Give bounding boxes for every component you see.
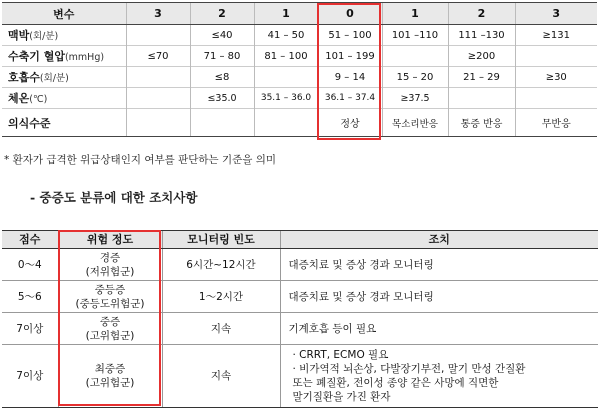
vitals-cell: 81 – 100 xyxy=(254,46,318,67)
vitals-cell: 101 – 199 xyxy=(318,46,382,67)
monitoring-cell: 6시간~12시간 xyxy=(162,249,280,281)
vitals-cell xyxy=(254,67,318,88)
header-score: 점수 xyxy=(2,231,58,249)
monitoring-cell: 1～2시간 xyxy=(162,281,280,313)
row-label: 수축기 혈압(mmHg) xyxy=(2,46,126,67)
vitals-cell: 정상 xyxy=(318,109,382,137)
vitals-cell xyxy=(126,67,190,88)
vitals-cell: 통증 반응 xyxy=(448,109,515,137)
row-label: 호흡수(회/분) xyxy=(2,67,126,88)
header-score: 2 xyxy=(448,3,515,25)
vitals-cell: ≤35.0 xyxy=(190,88,254,109)
normal-column-highlight xyxy=(317,3,381,140)
action-cell: 대증치료 및 증상 경과 모니터링 xyxy=(280,281,598,313)
vitals-cell: 71 – 80 xyxy=(190,46,254,67)
action-line: · CRRT, ECMO 필요 xyxy=(292,349,389,361)
vitals-cell xyxy=(254,109,318,137)
vitals-row-pulse xyxy=(2,25,597,46)
vitals-header-row xyxy=(2,3,597,25)
vitals-cell: 41 – 50 xyxy=(254,25,318,46)
vitals-row-systolic-bp xyxy=(2,46,597,67)
header-score: 1 xyxy=(382,3,448,25)
vitals-cell: ≤8 xyxy=(190,67,254,88)
vitals-cell: 무반응 xyxy=(515,109,597,137)
vitals-row-respiration xyxy=(2,67,597,88)
row-label: 의식수준 xyxy=(2,109,126,137)
header-monitoring: 모니터링 빈도 xyxy=(162,231,280,249)
vitals-cell: 9 – 14 xyxy=(318,67,382,88)
vitals-cell xyxy=(126,88,190,109)
vitals-cell: 36.1 – 37.4 xyxy=(318,88,382,109)
vitals-cell xyxy=(126,109,190,137)
risk-level-cell: 최중증 (고위험군) xyxy=(58,345,162,408)
footnote: * 환자가 급격한 위급상태인지 여부를 판단하는 기준을 의미 xyxy=(4,154,277,166)
risk-level-cell: 중등증 (중등도위험군) xyxy=(58,281,162,313)
row-label: 체온(℃) xyxy=(2,88,126,109)
vitals-cell: 101 –110 xyxy=(382,25,448,46)
risk-level-cell: 경증 (저위험군) xyxy=(58,249,162,281)
vitals-cell: 목소리반응 xyxy=(382,109,448,137)
vitals-cell: 51 – 100 xyxy=(318,25,382,46)
header-score: 2 xyxy=(190,3,254,25)
vitals-score-table xyxy=(2,2,597,137)
score-cell: 7이상 xyxy=(2,313,58,345)
vitals-cell xyxy=(448,88,515,109)
vitals-cell: ≥30 xyxy=(515,67,597,88)
vitals-cell: ≥131 xyxy=(515,25,597,46)
row-label: 맥박(회/분) xyxy=(2,25,126,46)
header-score: 0 xyxy=(318,3,382,25)
vitals-cell xyxy=(515,88,597,109)
vitals-cell: 15 – 20 xyxy=(382,67,448,88)
vitals-cell: ≤40 xyxy=(190,25,254,46)
risk-column-highlight xyxy=(58,230,161,406)
monitoring-cell: 지속 xyxy=(162,313,280,345)
vitals-cell xyxy=(382,46,448,67)
score-cell: 7이상 xyxy=(2,345,58,408)
section-heading: - 중증도 분류에 대한 조치사항 xyxy=(30,190,198,205)
vitals-cell: ≥200 xyxy=(448,46,515,67)
header-score: 3 xyxy=(515,3,597,25)
vitals-cell: ≥37.5 xyxy=(382,88,448,109)
score-cell: 0～4 xyxy=(2,249,58,281)
monitoring-cell: 지속 xyxy=(162,345,280,408)
header-variable: 변수 xyxy=(2,3,126,25)
header-score: 1 xyxy=(254,3,318,25)
score-cell: 5～6 xyxy=(2,281,58,313)
header-action: 조치 xyxy=(280,231,598,249)
action-cell: 대증치료 및 증상 경과 모니터링 xyxy=(280,249,598,281)
vitals-cell xyxy=(126,25,190,46)
header-score: 3 xyxy=(126,3,190,25)
risk-level-cell: 중증 (고위험군) xyxy=(58,313,162,345)
action-cell xyxy=(280,345,598,408)
header-risk-level: 위험 정도 xyxy=(58,231,162,249)
action-line: 말기질환을 가진 환자 xyxy=(292,391,391,403)
vitals-cell: 21 – 29 xyxy=(448,67,515,88)
vitals-row-temperature xyxy=(2,88,597,109)
vitals-cell: 111 –130 xyxy=(448,25,515,46)
action-line: · 비가역적 뇌손상, 다발장기부전, 말기 만성 간질환 xyxy=(292,363,526,375)
vitals-row-consciousness xyxy=(2,109,597,137)
vitals-cell: 35.1 – 36.0 xyxy=(254,88,318,109)
action-line: 또는 폐질환, 전이성 종양 같은 사망에 직면한 xyxy=(292,377,499,389)
vitals-cell: ≤70 xyxy=(126,46,190,67)
action-cell: 기계호흡 등이 필요 xyxy=(280,313,598,345)
vitals-cell xyxy=(515,46,597,67)
vitals-cell xyxy=(190,109,254,137)
